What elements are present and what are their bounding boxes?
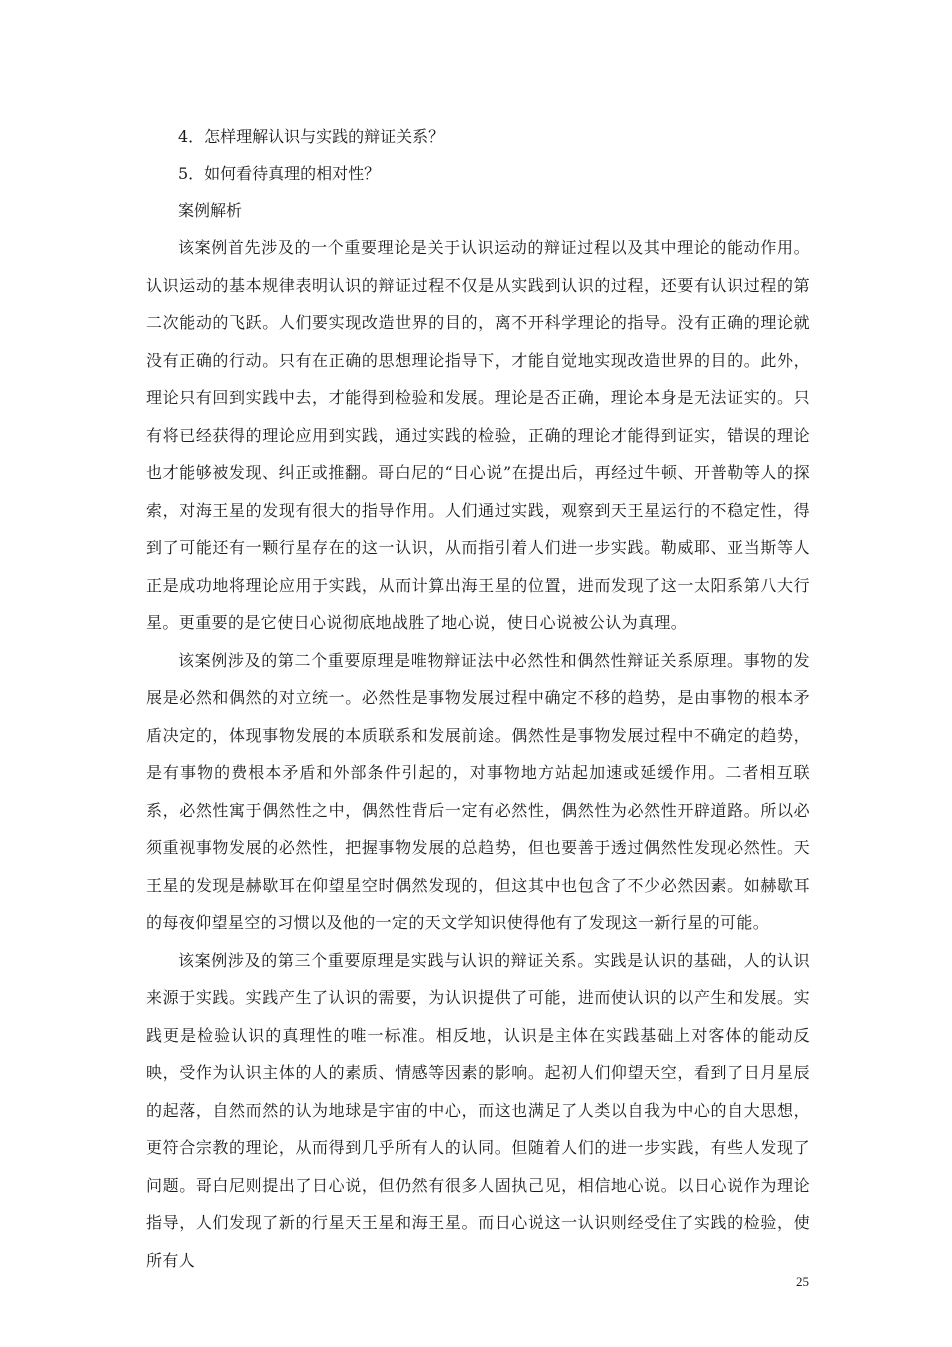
question-5: 5．如何看待真理的相对性？	[178, 164, 381, 183]
section-heading: 案例解析	[178, 201, 243, 220]
page-content	[146, 118, 810, 1279]
paragraph-2: 该案例涉及的第二个重要原理是唯物辩证法中必然性和偶然性辩证关系原理。事物的发展是必然和偶然的对立统一。必然性是事物发展过程中确定不移的趋势，是由事物的根本矛盾决定的，体现事物发展的本质联系和发展前途。偶然性是事物发展过程中不确定的趋势，是有事物的费根本矛盾和外部条件引起的，对事物地方站起加速或延缓作用。二者相互联系，必然性寓于偶然性之中，偶然性背后一定有必然性，偶然性为必然性开辟道路。所以必须重视事物发展的必然性，把握事物发展的总趋势，但也要善于透过偶然性发现必然性。天王星的发现是赫歇耳在仰望星空时偶然发现的，但这其中也包含了不少必然因素。如赫歇耳的每夜仰望星空的习惯以及他的一定的天文学知识使得他有了发现这一新行星的可能。	[146, 650, 810, 932]
page-number: 25	[796, 1274, 809, 1289]
paragraph-3: 该案例涉及的第三个重要原理是实践与认识的辩证关系。实践是认识的基础，人的认识来源于实践。实践产生了认识的需要，为认识提供了可能，进而使认识的以产生和发展。实践更是检验认识的真理性的唯一标准。相反地，认识是主体在实践基础上对客体的能动反映，受作为认识主体的人的素质、情感等因素的影响。起初人们仰望天空，看到了日月星辰的起落，自然而然的认为地球是宇宙的中心，而这也满足了人类以自我为中心的自大思想，更符合宗教的理论，从而得到几乎所有人的认同。但随着人们的进一步实践，有些人发现了问题。哥白尼则提出了日心说，但仍然有很多人固执己见，相信地心说。以日心说作为理论指导，人们发现了新的行星天王星和海王星。而日心说这一认识则经受住了实践的检验，使所有人	[146, 950, 810, 1270]
question-4: 4．怎样理解认识与实践的辩证关系？	[178, 127, 445, 146]
paragraph-1: 该案例首先涉及的一个重要理论是关于认识运动的辩证过程以及其中理论的能动作用。认识运动的基本规律表明认识的辩证过程不仅是从实践到认识的过程，还要有认识过程的第二次能动的飞跃。人们要实现改造世界的目的，离不开科学理论的指导。没有正确的理论就没有正确的行动。只有在正确的思想理论指导下，才能自觉地实现改造世界的目的。此外，理论只有回到实践中去，才能得到检验和发展。理论是否正确，理论本身是无法证实的。只有将已经获得的理论应用到实践，通过实践的检验，正确的理论才能得到证实，错误的理论也才能够被发现、纠正或推翻。哥白尼的“日心说”在提出后，再经过牛顿、开普勒等人的探索，对海王星的发现有很大的指导作用。人们通过实践，观察到天王星运行的不稳定性，得到了可能还有一颗行星存在的这一认识，从而指引着人们进一步实践。勒威耶、亚当斯等人正是成功地将理论应用于实践，从而计算出海王星的位置，进而发现了这一太阳系第八大行星。更重要的是它使日心说彻底地战胜了地心说，使日心说被公认为真理。	[146, 238, 810, 632]
